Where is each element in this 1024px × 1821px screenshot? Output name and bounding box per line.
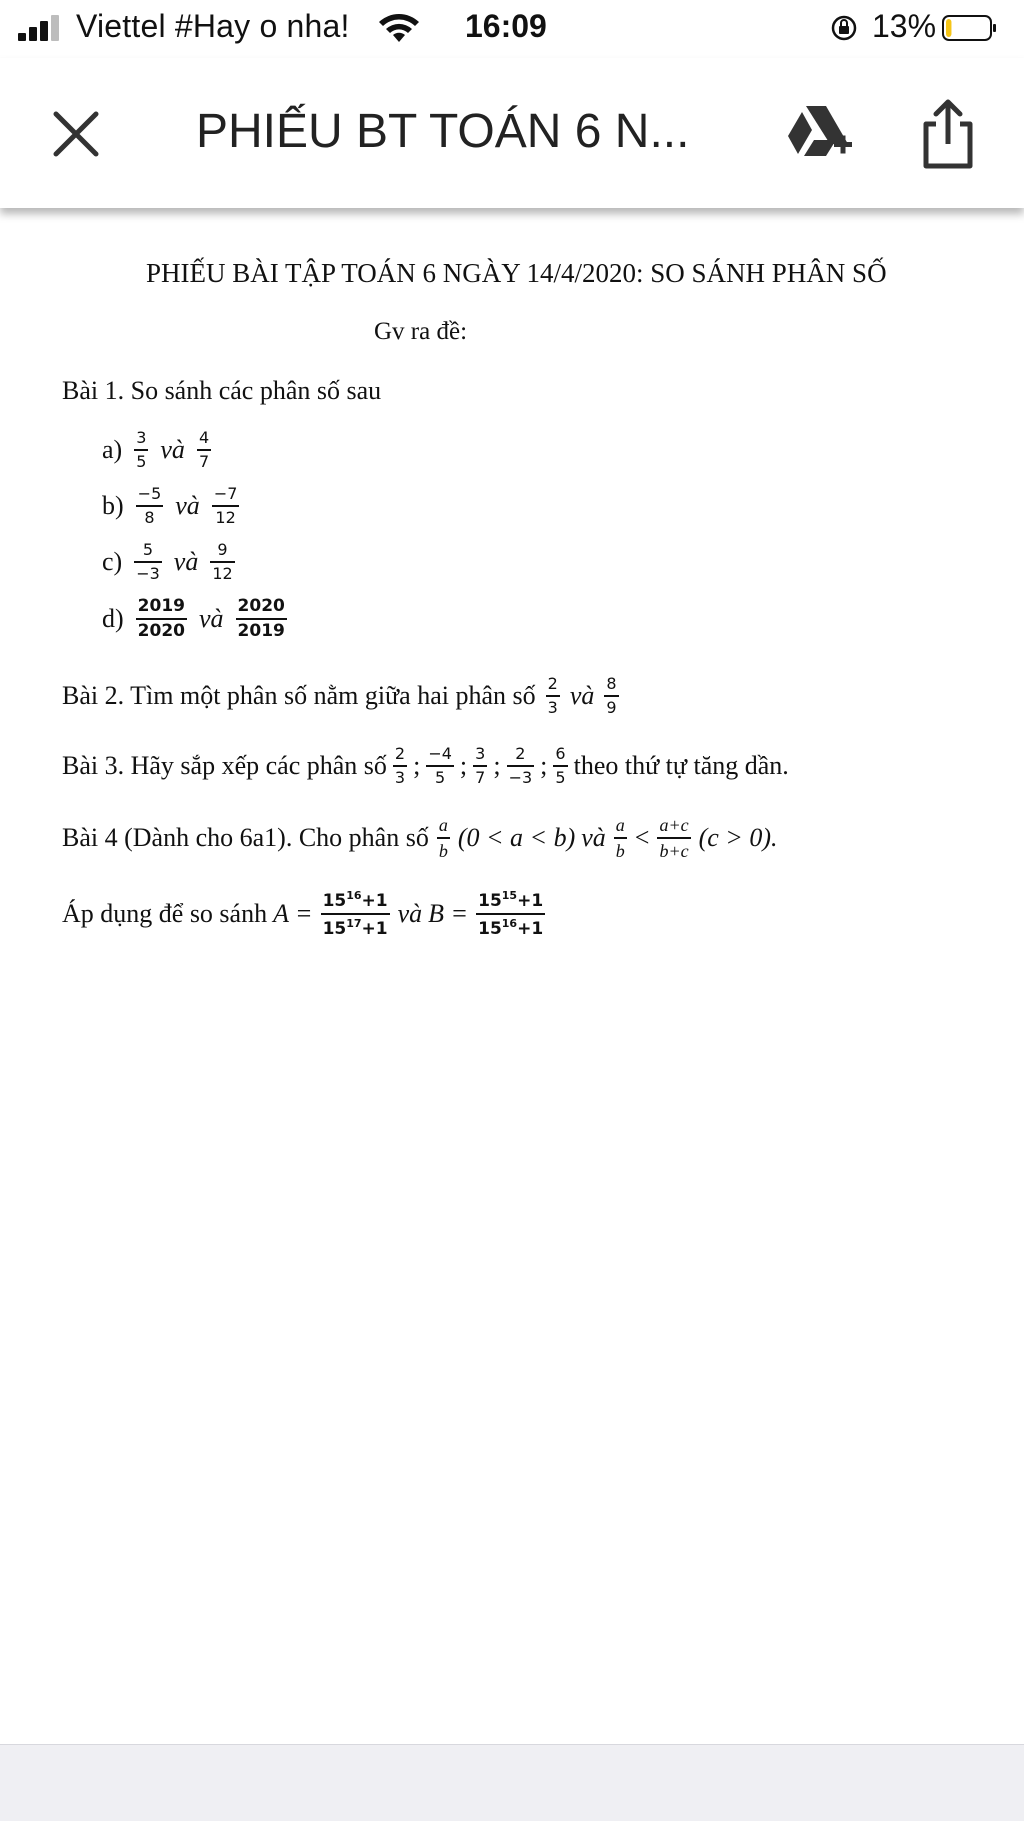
fraction: $\frac{2}{3}$ bbox=[547, 674, 558, 717]
item-label: b) bbox=[102, 490, 124, 520]
exercise-1-item-d bbox=[102, 598, 289, 640]
fraction: $\frac{-5}{8}$ bbox=[137, 484, 162, 527]
fraction: $\frac{2}{3}$ bbox=[394, 744, 406, 787]
carrier-name: Viettel #Hay o nha! bbox=[76, 8, 350, 44]
orientation-lock-icon bbox=[830, 14, 858, 42]
fraction: $\frac{-7}{12}$ bbox=[213, 484, 238, 527]
separator: ; bbox=[459, 750, 468, 780]
fraction: $\frac{a}{b}$ bbox=[615, 815, 625, 861]
exercise-1-item-b bbox=[102, 486, 241, 526]
exercise-3 bbox=[62, 746, 789, 786]
conjunction: và bbox=[199, 603, 224, 633]
item-label: a) bbox=[102, 434, 123, 464]
condition: (c > 0). bbox=[698, 822, 778, 852]
fraction: $\frac{-4}{5}$ bbox=[428, 744, 452, 787]
share-icon[interactable] bbox=[918, 96, 978, 172]
separator: ; bbox=[493, 750, 501, 780]
less-than: < bbox=[634, 822, 650, 852]
exercise-2 bbox=[62, 676, 621, 716]
conjunction: và bbox=[569, 680, 595, 710]
exercise-3-prefix: Bài 3. Hãy sắp xếp các phân số bbox=[62, 750, 387, 780]
exercise-1-item-c bbox=[102, 542, 237, 582]
item-label: c) bbox=[102, 546, 123, 576]
fraction: $\frac{3}{5}$ bbox=[136, 428, 147, 471]
fraction: $\frac{2}{-3}$ bbox=[508, 744, 533, 787]
exercise-4 bbox=[62, 816, 778, 860]
exercise-3-suffix: theo thứ tự tăng dần. bbox=[573, 750, 789, 780]
fraction: $\frac{9}{12}$ bbox=[212, 540, 233, 583]
battery-percentage: 13% bbox=[872, 8, 937, 44]
item-label: d) bbox=[102, 603, 124, 633]
fraction: $\frac{3}{7}$ bbox=[475, 744, 486, 787]
fraction: $\frac{4}{7}$ bbox=[198, 428, 210, 471]
fraction: $\frac{8}{9}$ bbox=[606, 674, 617, 717]
conjunction: và bbox=[160, 434, 185, 464]
document-page[interactable] bbox=[0, 208, 1024, 1744]
conjunction: và bbox=[173, 546, 199, 576]
variable-a: A = bbox=[273, 898, 313, 928]
conjunction: và bbox=[397, 898, 423, 928]
teacher-line: Gv ra đề: bbox=[374, 318, 468, 345]
cellular-signal-icon bbox=[18, 15, 64, 41]
fraction: $\frac{a}{b}$ bbox=[438, 815, 448, 861]
fraction-a: $\frac{15^{16}+1}{15^{17}+1}$ bbox=[322, 889, 388, 939]
variable-b: B = bbox=[428, 898, 469, 928]
fraction-b: $\frac{15^{15}+1}{15^{16}+1}$ bbox=[478, 889, 544, 939]
status-bar bbox=[0, 0, 1024, 58]
condition: (0 < a < b) bbox=[457, 822, 576, 852]
wifi-icon bbox=[378, 12, 420, 44]
exercise-1-item-a bbox=[102, 430, 213, 470]
fraction: $\frac{2019}{2020}$ bbox=[137, 596, 185, 641]
status-time: 16:09 bbox=[465, 8, 547, 44]
exercise-4-prefix: Bài 4 (Dành cho 6a1). Cho phân số bbox=[62, 822, 429, 852]
separator: ; bbox=[540, 750, 548, 780]
exercise-1-title: Bài 1. So sánh các phân số sau bbox=[62, 376, 382, 405]
fraction: $\frac{5}{-3}$ bbox=[136, 540, 160, 583]
add-to-drive-icon[interactable] bbox=[782, 98, 854, 170]
fraction: $\frac{a+c}{b+c}$ bbox=[659, 815, 689, 861]
viewer-header bbox=[0, 58, 1024, 208]
worksheet-heading: PHIẾU BÀI TẬP TOÁN 6 NGÀY 14/4/2020: SO SÁNH PHÂN SỐ bbox=[146, 258, 887, 288]
application-prefix: Áp dụng để so sánh bbox=[62, 898, 268, 928]
battery-icon bbox=[942, 14, 998, 42]
document-title: PHIẾU BT TOÁN 6 N... bbox=[196, 105, 690, 158]
conjunction: và bbox=[175, 490, 200, 520]
conjunction: và bbox=[581, 822, 606, 852]
separator: ; bbox=[413, 750, 421, 780]
fraction: $\frac{2020}{2019}$ bbox=[237, 596, 285, 641]
application-line bbox=[62, 890, 547, 938]
exercise-2-text: Bài 2. Tìm một phân số nằm giữa hai phân số bbox=[62, 680, 536, 710]
fraction: $\frac{6}{5}$ bbox=[555, 744, 566, 787]
bottom-toolbar bbox=[0, 1744, 1024, 1821]
close-icon[interactable] bbox=[48, 106, 104, 162]
